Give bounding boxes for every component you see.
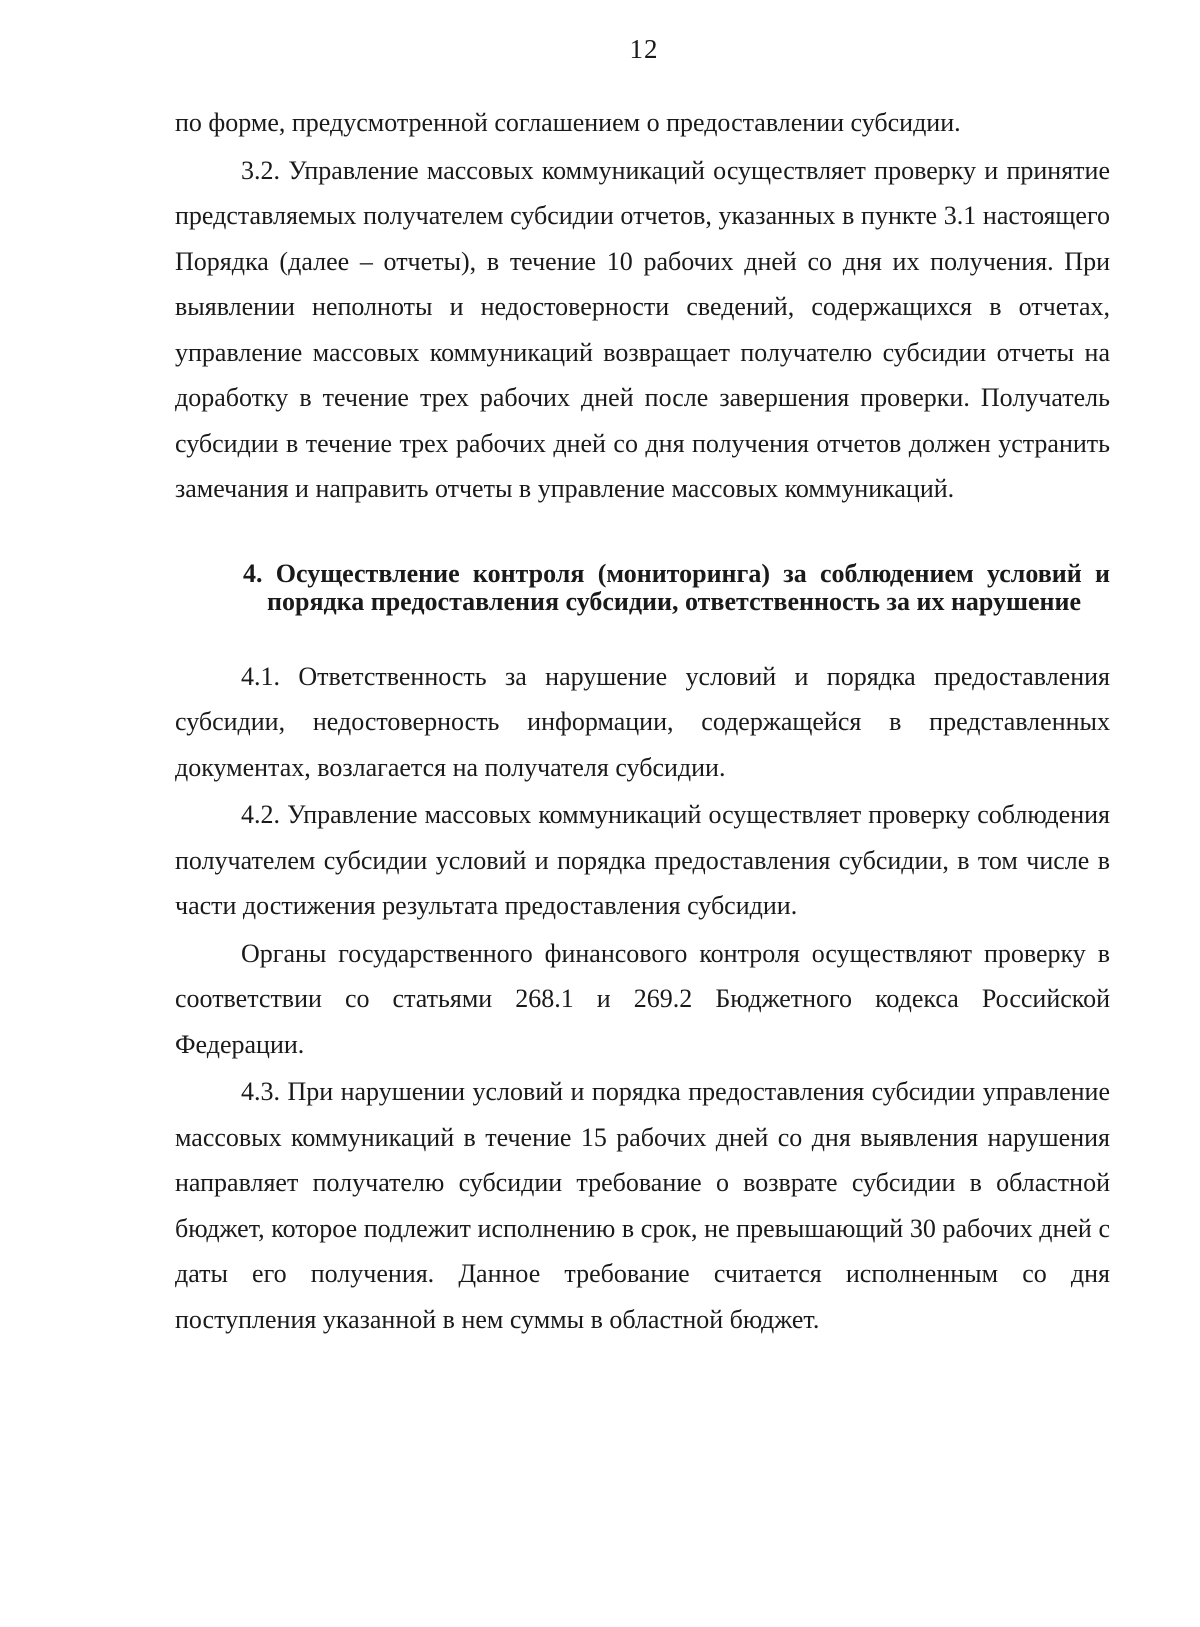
paragraph-4-2: 4.2. Управление массовых коммуникаций осуществляет проверку соблюдения получателем субсидии условий и порядка предоставления субсидии, в том числе в части достижения результата предоставления субсидии.: [175, 800, 1110, 920]
document-body: [175, 100, 1110, 1342]
paragraph-4-3: 4.3. При нарушении условий и порядка предоставления субсидии управление массовых коммуникаций в течение 15 рабочих дней со дня выявления нарушения направляет получателю субсидии требование о возврате субсидии в областной бюджет, которое подлежит исполнению в срок, не превышающий 30 рабочих дней с даты его получения. Данное требование считается исполненным со дня поступления указанной в нем суммы в областной бюджет.: [175, 1077, 1110, 1334]
paragraph-control-bodies: Органы государственного финансового контроля осуществляют проверку в соответствии со статьями 268.1 и 269.2 Бюджетного кодекса Российской Федерации.: [175, 938, 1110, 1059]
paragraph-4-1: 4.1. Ответственность за нарушение условий и порядка предоставления субсидии, недостоверность информации, содержащейся в представленных документах, возлагается на получателя субсидии.: [175, 661, 1110, 782]
page-number: 12: [629, 34, 659, 64]
paragraph-3-2: 3.2. Управление массовых коммуникаций осуществляет проверку и принятие представляемых получателем субсидии отчетов, указанных в пункте 3.1 настоящего Порядка (далее – отчеты), в течение 10 рабочих дней со дня их получения. При выявлении неполноты и недостоверности сведений, содержащихся в отчетах, управление массовых коммуникаций возвращает получателю субсидии отчеты на доработку в течение трех рабочих дней после завершения проверки. Получатель субсидии в течение трех рабочих дней со дня получения отчетов должен устранить замечания и направить отчеты в управление массовых коммуникаций.: [175, 155, 1110, 503]
paragraph-continuation: по форме, предусмотренной соглашением о предоставлении субсидии.: [175, 108, 961, 137]
section-heading-4: 4. Осуществление контроля (мониторинга) за соблюдением условий и порядка предоставления субсидии, ответственность за их нарушение: [243, 558, 1110, 616]
